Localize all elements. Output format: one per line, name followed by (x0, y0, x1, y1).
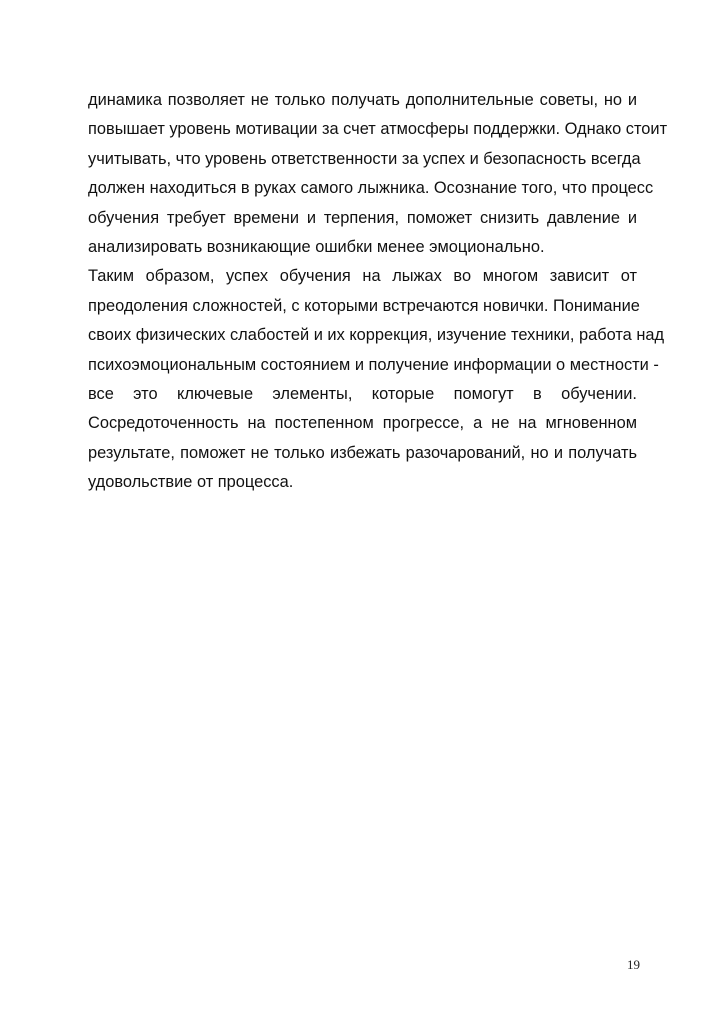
paragraph-line: должен находиться в руках самого лыжника. Осознание того, что процесс (88, 179, 654, 198)
paragraph-line: динамика позволяет не только получать дополнительные советы, но и (88, 91, 637, 109)
paragraph-line: результате, поможет не только избежать разочарований, но и получать (88, 443, 637, 462)
paragraph-line: обучения требует времени и терпения, поможет снизить давление и (88, 208, 637, 227)
paragraph-line: своих физических слабостей и их коррекция, изучение техники, работа над (88, 326, 665, 345)
paragraph-line: учитывать, что уровень ответственности за успех и безопасность всегда (88, 149, 641, 168)
paragraph-line: психоэмоциональным состоянием и получение информации о местности - (88, 355, 659, 374)
page-number: 19 (627, 957, 640, 972)
paragraph-line: все это ключевые элементы, которые помогут в обучении. (88, 384, 637, 403)
paragraph-line: удовольствие от процесса. (88, 473, 294, 492)
paragraph-2 (88, 262, 665, 497)
paragraph-line: анализировать возникающие ошибки менее эмоционально. (88, 237, 545, 256)
paragraph-line: Сосредоточенность на постепенном прогрессе, а не на мгновенном (88, 414, 637, 433)
paragraph-line: преодоления сложностей, с которыми встречаются новички. Понимание (88, 296, 640, 315)
paragraph-line: повышает уровень мотивации за счет атмосферы поддержки. Однако стоит (88, 120, 668, 139)
paragraph-1 (88, 86, 668, 262)
body-text (88, 86, 668, 497)
paragraph-line: Таким образом, успех обучения на лыжах во многом зависит от (88, 267, 637, 286)
